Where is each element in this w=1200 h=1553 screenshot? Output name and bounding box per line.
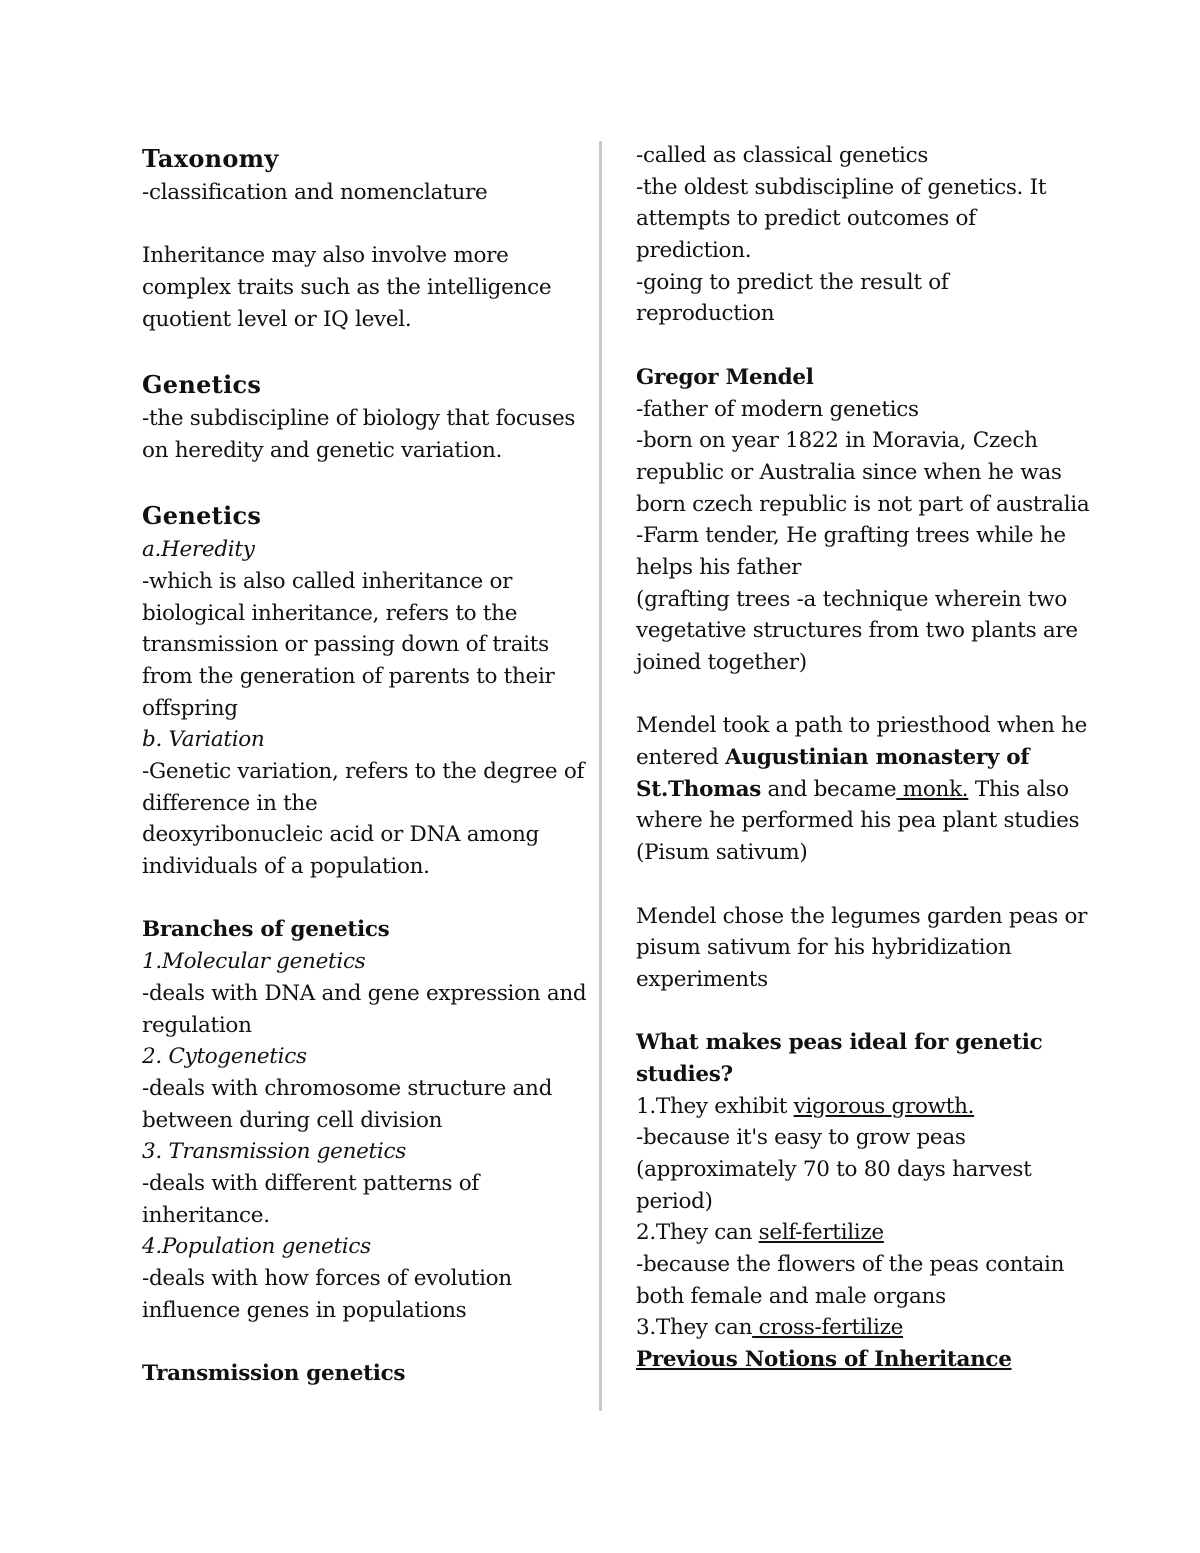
priesthood-text: (Pisum sativum) [636, 840, 808, 866]
spacer [142, 883, 582, 915]
mendel-text: republic or Australia since when he was [636, 459, 1062, 485]
ideal-item-detail: -because the flowers of the peas contain [636, 1252, 1065, 1278]
branch-text: influence genes in populations [142, 1297, 467, 1323]
ideal-heading: What makes peas ideal for genetic [636, 1030, 1043, 1056]
variation-text: -Genetic variation, refers to the degree of [142, 759, 585, 784]
heredity-label: a.Heredity [142, 537, 255, 563]
taxonomy-definition: -classification and nomenclature [142, 180, 488, 205]
mendel-text: born czech republic is not part of australia [636, 491, 1090, 517]
spacer [636, 869, 1076, 901]
mendel-text: joined together) [636, 650, 807, 675]
branch-label: 1.Molecular genetics [142, 949, 366, 975]
transmission-text: -called as classical genetics [636, 143, 929, 168]
branch-label: 2. Cytogenetics [142, 1044, 307, 1070]
spacer [142, 335, 582, 367]
variation-label: b. Variation [142, 727, 265, 753]
heredity-text: transmission or passing down of traits [142, 632, 549, 658]
legume-text: experiments [636, 966, 768, 992]
mendel-text: (grafting trees -a technique wherein two [636, 586, 1067, 612]
heredity-text: biological inheritance, refers to the [142, 600, 518, 626]
ideal-heading: studies? [636, 1061, 733, 1087]
ideal-item-text: 3.They can [636, 1315, 753, 1341]
branch-text: between during cell division [142, 1107, 443, 1133]
transmission-text: reproduction [636, 301, 775, 327]
monk-term: monk. [896, 776, 969, 802]
priesthood-text-part: entered [636, 745, 726, 771]
branch-text: -deals with DNA and gene expression and [142, 980, 587, 1006]
genetics-heading: Genetics [142, 501, 262, 531]
priesthood-text-part: This also [968, 776, 1069, 802]
priesthood-text: where he performed his pea plant studies [636, 808, 1080, 834]
ideal-item-term: vigorous growth. [793, 1093, 975, 1119]
previous-notions-heading: Previous Notions of Inheritance [636, 1347, 1012, 1373]
monastery-name: St.Thomas [636, 776, 761, 802]
ideal-item-detail: (approximately 70 to 80 days harvest [636, 1157, 1032, 1182]
spacer [636, 679, 1076, 711]
ideal-item-text: 2.They can [636, 1220, 759, 1246]
legume-text: pisum sativum for his hybridization [636, 935, 1012, 961]
branch-text: -deals with chromosome structure and [142, 1075, 553, 1101]
spacer [636, 996, 1076, 1028]
branch-label: 4.Population genetics [142, 1234, 371, 1260]
inheritance-text: complex traits such as the intelligence [142, 275, 552, 301]
spacer [636, 330, 1076, 362]
transmission-text: prediction. [636, 238, 752, 264]
branch-label: 3. Transmission genetics [142, 1139, 406, 1165]
taxonomy-heading: Taxonomy [142, 144, 279, 173]
branch-text: -deals with different patterns of [142, 1170, 480, 1196]
ideal-item-term: self-fertilize [758, 1220, 884, 1246]
ideal-item-detail: period) [636, 1188, 713, 1214]
monastery-name: Augustinian monastery of [725, 745, 1030, 771]
column-divider [599, 141, 602, 1411]
genetics-definition: -the subdiscipline of biology that focuses [142, 406, 576, 432]
branch-text: -deals with how forces of evolution [142, 1266, 512, 1291]
heredity-text: from the generation of parents to their [142, 663, 555, 689]
branch-text: inheritance. [142, 1202, 270, 1228]
mendel-text: -Farm tender, He grafting trees while he [636, 523, 1066, 549]
inheritance-text: Inheritance may also involve more [142, 243, 509, 269]
mendel-text: vegetative structures from two plants are [636, 618, 1078, 644]
inheritance-text: quotient level or IQ level. [142, 306, 412, 332]
spacer [142, 467, 582, 499]
ideal-item-detail: both female and male organs [636, 1283, 946, 1309]
mendel-text: -father of modern genetics [636, 396, 919, 422]
heredity-text: offspring [142, 695, 238, 721]
branches-heading: Branches of genetics [142, 917, 390, 943]
priesthood-text-part: and became [761, 776, 897, 802]
ideal-item [636, 1217, 1076, 1249]
variation-text: individuals of a population. [142, 854, 430, 880]
genetics-heading: Genetics [142, 370, 262, 400]
left-column [142, 141, 587, 1390]
mendel-text: -born on year 1822 in Moravia, Czech [636, 428, 1038, 454]
spacer [142, 1326, 582, 1358]
ideal-item [636, 1312, 1076, 1344]
transmission-text: attempts to predict outcomes of [636, 206, 976, 232]
legume-text: Mendel chose the legumes garden peas or [636, 903, 1088, 929]
ideal-item [636, 1091, 1076, 1123]
branch-text: regulation [142, 1012, 252, 1038]
genetics-definition: on heredity and genetic variation. [142, 437, 503, 463]
mendel-text: helps his father [636, 554, 802, 580]
variation-text: difference in the [142, 790, 318, 816]
heredity-text: -which is also called inheritance or [142, 568, 513, 594]
spacer [142, 209, 582, 241]
transmission-heading: Transmission genetics [142, 1361, 406, 1387]
priesthood-text [636, 742, 1076, 774]
priesthood-text [636, 774, 1076, 806]
ideal-item-detail: -because it's easy to grow peas [636, 1125, 966, 1151]
ideal-item-text: 1.They exhibit [636, 1093, 794, 1119]
variation-text: deoxyribonucleic acid or DNA among [142, 822, 540, 848]
ideal-item-term: cross-fertilize [752, 1315, 904, 1341]
transmission-text: -going to predict the result of [636, 269, 949, 295]
mendel-heading: Gregor Mendel [636, 364, 814, 390]
transmission-text: -the oldest subdiscipline of genetics. It [636, 174, 1047, 200]
right-column [636, 140, 1090, 1376]
priesthood-text: Mendel took a path to priesthood when he [636, 713, 1088, 739]
